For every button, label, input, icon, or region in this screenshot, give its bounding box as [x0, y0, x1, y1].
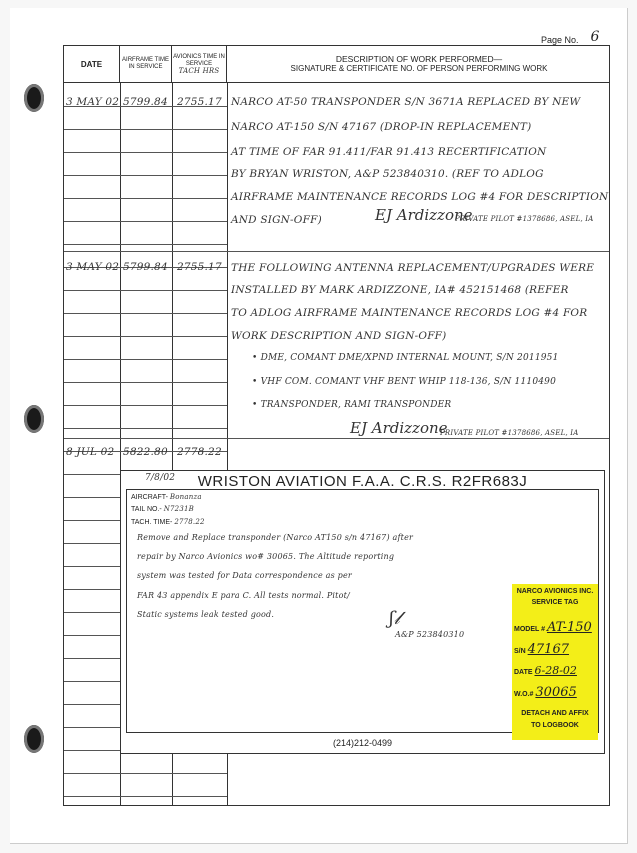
tag-serial-label: S/N	[514, 648, 526, 655]
certificate-number: PRIVATE PILOT #1378686, ASEL, IA	[440, 429, 579, 437]
ruled-line	[64, 198, 227, 199]
stamp-note-line: repair by Narco Avionics wo# 30065. The Altitude reporting	[137, 552, 395, 561]
entry-airframe-time: 5822.80	[123, 446, 168, 458]
entry-line: BY BRYAN WRISTON, A&P 523840310. (REF TO ADLOG	[231, 168, 544, 180]
page-number-value: 6	[590, 29, 600, 45]
header-avionics-handwritten: TACH HRS	[178, 66, 220, 75]
service-tag	[512, 584, 598, 740]
tag-title: SERVICE TAG	[531, 599, 579, 606]
header-avionics-time	[172, 46, 227, 82]
entry-date: 3 MAY 02	[66, 96, 120, 108]
aircraft-field	[131, 493, 202, 501]
stamp-note-line: Static systems leak tested good.	[137, 610, 275, 619]
signature: EJ Ardizzone	[375, 206, 473, 224]
entry-avionics-time: 2778.22	[177, 446, 222, 458]
entry-line: • VHF COM. COMANT VHF BENT WHIP 118-136, S/N 1110490	[252, 377, 557, 387]
ruled-line	[64, 221, 227, 222]
stamp-date: 7/8/02	[145, 473, 176, 483]
ruled-line	[64, 244, 227, 245]
entry-line: THE FOLLOWING ANTENNA REPLACEMENT/UPGRADES WERE	[231, 262, 595, 274]
stamp-title: WRISTON AVIATION F.A.A. C.R.S. R2FR683J	[197, 473, 528, 490]
tag-date	[514, 664, 577, 677]
header-avionics-label: AVIONICS TIME IN SERVICE	[173, 53, 225, 67]
entry-avionics-time: 2755.17	[177, 261, 222, 273]
ruled-line	[64, 796, 227, 797]
entry-line: • DME, COMANT DME/XPND INTERNAL MOUNT, S/N 2011951	[252, 353, 559, 363]
entry-line: AIRFRAME MAINTENANCE RECORDS LOG #4 FOR DESCRIPTION	[231, 191, 609, 203]
tail-label: TAIL NO.-	[131, 506, 162, 513]
tag-wo-value: 30065	[535, 685, 577, 700]
tach-value: 2778.22	[174, 518, 205, 526]
signature: EJ Ardizzone	[350, 419, 448, 437]
header-description	[227, 46, 611, 82]
tach-field	[131, 518, 205, 526]
stamp-note-line: Remove and Replace transponder (Narco AT150 s/n 47167) after	[137, 533, 414, 542]
ruled-line	[64, 359, 227, 360]
stamp-signoff: A&P 523840310	[395, 630, 465, 639]
tail-field	[131, 505, 194, 513]
table-header	[63, 45, 610, 83]
ruled-line	[64, 428, 227, 429]
tag-date-value: 6-28-02	[534, 664, 577, 677]
entry-separator	[64, 251, 609, 252]
aircraft-value: Bonanza	[169, 493, 202, 501]
certificate-number: PRIVATE PILOT #1378686, ASEL, IA	[455, 215, 594, 223]
tag-work-order	[514, 685, 577, 700]
ruled-line	[64, 313, 227, 314]
entry-line: AND SIGN-OFF)	[231, 214, 322, 226]
tag-serial-value: 47167	[527, 642, 569, 657]
ruled-line	[64, 175, 227, 176]
header-description-line2: SIGNATURE & CERTIFICATE NO. OF PERSON PERFORMING WORK	[290, 64, 548, 73]
binder-hole	[24, 84, 44, 112]
stamp-note-line: FAR 43 appendix E para C. All tests normal. Pitot/	[137, 591, 350, 600]
header-description-line1: DESCRIPTION OF WORK PERFORMED—	[335, 54, 503, 64]
entry-date: 3 MAY 02	[66, 261, 120, 273]
tag-footer: DETACH AND AFFIX	[521, 710, 589, 717]
entry-line: WORK DESCRIPTION AND SIGN-OFF)	[231, 330, 447, 342]
tag-date-label: DATE	[514, 669, 533, 676]
entry-airframe-time: 5799.84	[123, 261, 168, 273]
ruled-line	[64, 382, 227, 383]
tag-wo-label: W.O.#	[514, 691, 534, 698]
stamp-signature: ʃ𝓁	[389, 608, 400, 629]
stamp-note-line: system was tested for Data correspondence as per	[137, 571, 352, 580]
entry-line: • TRANSPONDER, RAMI TRANSPONDER	[252, 400, 452, 410]
entry-line: NARCO AT-50 TRANSPONDER S/N 3671A REPLACED BY NEW	[231, 96, 581, 108]
entry-avionics-time: 2755.17	[177, 96, 222, 108]
binder-hole	[24, 405, 44, 433]
tag-model	[514, 620, 592, 635]
ruled-line	[64, 129, 227, 130]
ruled-line	[64, 405, 227, 406]
tag-footer-2: TO LOGBOOK	[531, 722, 579, 729]
page-number-label: Page No.	[541, 35, 579, 45]
entry-line: NARCO AT-150 S/N 47167 (DROP-IN REPLACEMENT)	[231, 121, 532, 133]
entry-line: AT TIME OF FAR 91.411/FAR 91.413 RECERTIFICATION	[231, 146, 547, 158]
tag-model-label: MODEL #	[514, 626, 545, 633]
tag-model-value: AT-150	[546, 620, 592, 635]
tach-label: TACH. TIME-	[131, 519, 173, 526]
entry-separator	[64, 438, 609, 439]
tag-company: NARCO AVIONICS INC.	[516, 588, 594, 595]
aircraft-label: AIRCRAFT-	[131, 494, 168, 501]
ruled-line	[64, 773, 227, 774]
header-date: DATE	[64, 46, 120, 82]
header-airframe-time: AIRFRAME TIME IN SERVICE	[120, 46, 172, 82]
binder-hole	[24, 725, 44, 753]
entry-line: INSTALLED BY MARK ARDIZZONE, IA# 452151468 (REFER	[231, 284, 569, 296]
tail-value: N7231B	[163, 505, 194, 513]
ruled-line	[64, 336, 227, 337]
tag-serial	[514, 642, 569, 657]
ruled-line	[64, 290, 227, 291]
entry-line: TO ADLOG AIRFRAME MAINTENANCE RECORDS LOG #4 FOR	[231, 307, 588, 319]
ruled-line	[64, 152, 227, 153]
entry-date: 8 JUL 02	[66, 446, 115, 458]
stamp-phone: (214)212-0499	[332, 738, 393, 748]
entry-airframe-time: 5799.84	[123, 96, 168, 108]
